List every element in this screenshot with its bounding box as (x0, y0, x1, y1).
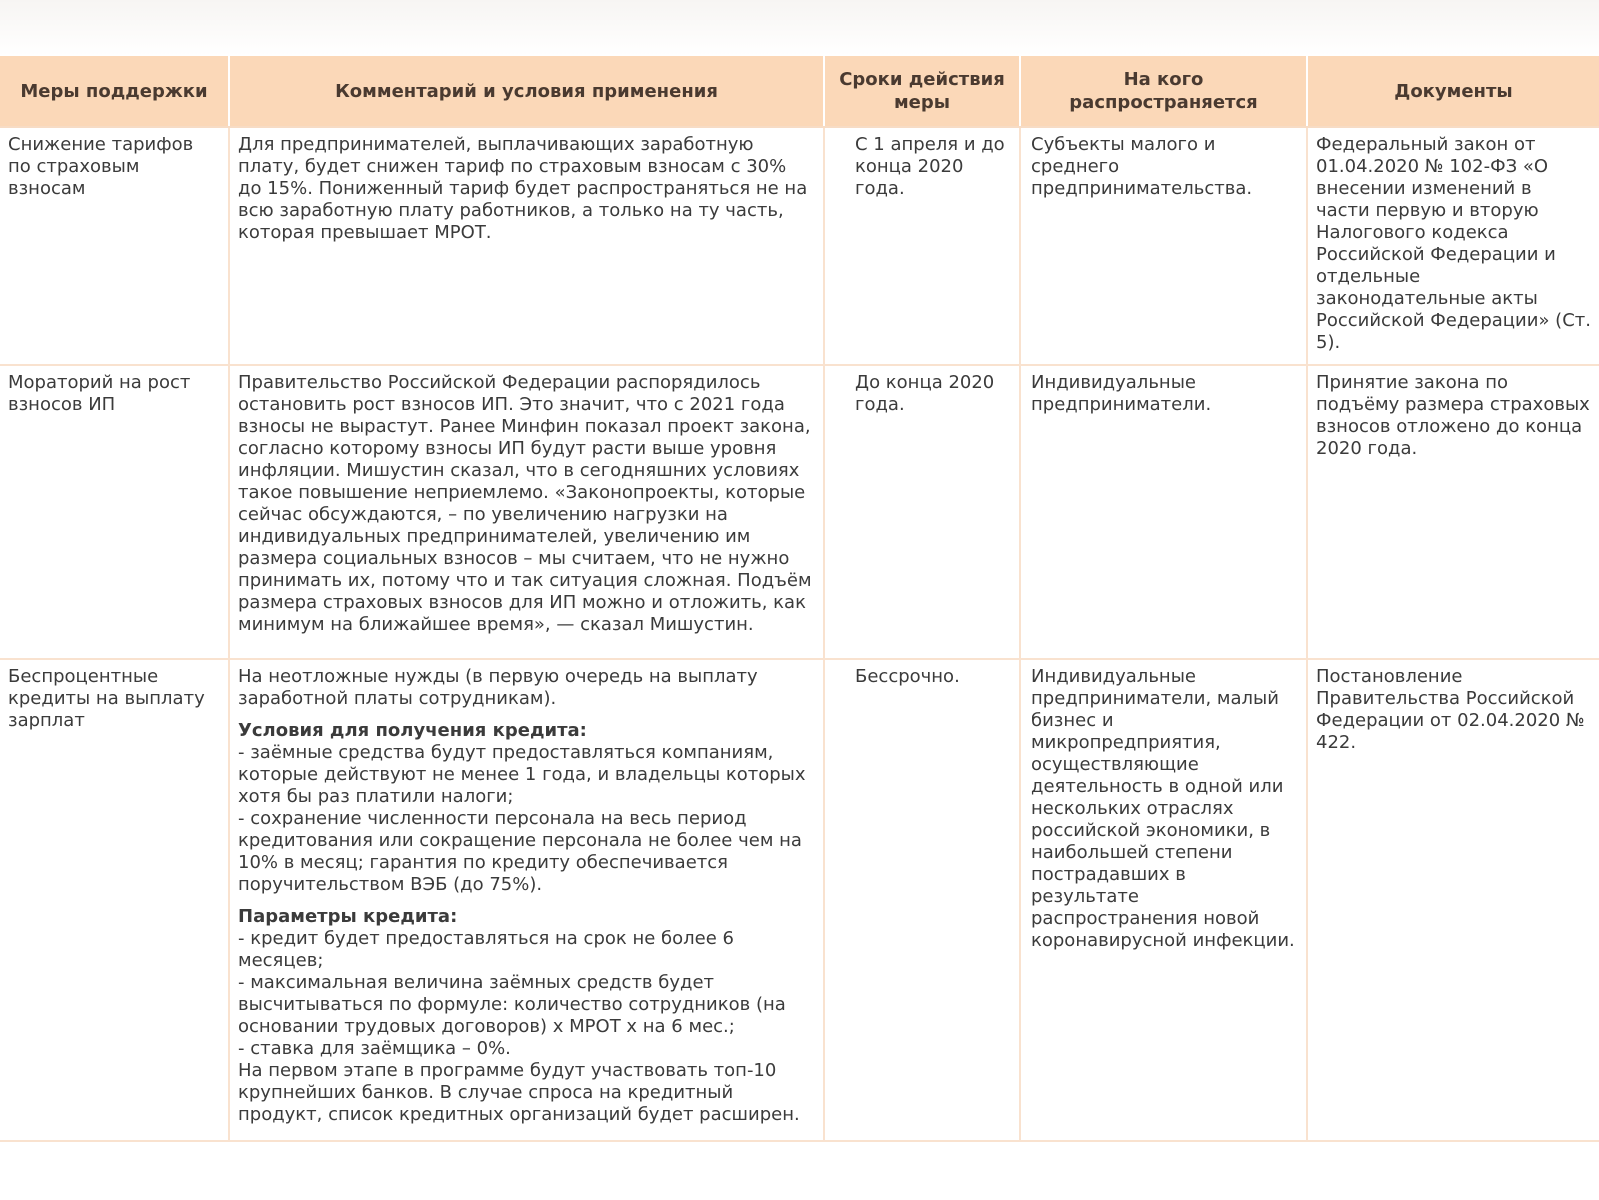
condition-item: - сохранение численности персонала на весь период кредитования или сокращение персонала не более чем на 10% в месяц; гарантия по кредиту обеспечивается поручительством ВЭБ (до 75%). (238, 808, 802, 895)
cell-measure: Снижение тарифов по страховым взносам (0, 127, 229, 365)
cell-documents: Принятие закона по подъёму размера страховых взносов отложено до конца 2020 года. (1307, 365, 1599, 659)
header-measures: Меры поддержки (0, 56, 229, 127)
cell-term: Бессрочно. (824, 659, 1020, 1141)
cell-applies-to: Индивидуальные предприниматели, малый бизнес и микропредприятия, осуществляющие деятельность в одной или нескольких отраслях российской экономики, в наибольшей степени пострадавших в результате распространения новой коронавирусной инфекции. (1020, 659, 1307, 1141)
table-row (0, 659, 1599, 1141)
param-item: - максимальная величина заёмных средств будет высчитываться по формуле: количество сотрудников (на основании трудовых договоров) х МРОТ х на 6 мес.; (238, 972, 786, 1037)
cell-comment (229, 659, 824, 1141)
header-term: Сроки действия меры (824, 56, 1020, 127)
support-measures-table (0, 56, 1599, 1142)
cell-measure: Мораторий на рост взносов ИП (0, 365, 229, 659)
cell-documents: Постановление Правительства Российской Федерации от 02.04.2020 № 422. (1307, 659, 1599, 1141)
page-top-margin (0, 0, 1599, 56)
param-item: - ставка для заёмщика – 0%. (238, 1038, 511, 1059)
table-header (0, 56, 1599, 127)
comment-intro: На неотложные нужды (в первую очередь на выплату заработной платы сотрудникам). (238, 666, 758, 709)
table-row (0, 127, 1599, 365)
header-applies-to: На кого распространяется (1020, 56, 1307, 127)
cell-documents: Федеральный закон от 01.04.2020 № 102-ФЗ «О внесении изменений в части первую и вторую Налогового кодекса Российской Федерации и отдельные законодательные акты Российской Федерации» (Ст. 5). (1307, 127, 1599, 365)
conditions-title: Условия для получения кредита: (238, 720, 587, 741)
cell-applies-to: Индивидуальные предприниматели. (1020, 365, 1307, 659)
table-body (0, 127, 1599, 1141)
table-row (0, 365, 1599, 659)
header-documents: Документы (1307, 56, 1599, 127)
param-item: На первом этапе в программе будут участвовать топ-10 крупнейших банков. В случае спроса на кредитный продукт, список кредитных организаций будет расширен. (238, 1060, 800, 1125)
header-comment: Комментарий и условия применения (229, 56, 824, 127)
cell-comment: Правительство Российской Федерации распорядилось остановить рост взносов ИП. Это значит, что с 2021 года взносы не вырастут. Ранее Минфин показал проект закона, согласно которому взносы ИП будут расти выше уровня инфляции. Мишустин сказал, что в сегодняшних условиях такое повышение неприемлемо. «Законопроекты, которые сейчас обсуждаются, – по увеличению нагрузки на индивидуальных предпринимателей, увеличению им размера социальных взносов – мы считаем, что не нужно принимать их, потому что и так ситуация сложная. Подъём размера страховых взносов для ИП можно и отложить, как минимум на ближайшее время», — сказал Мишустин. (229, 365, 824, 659)
cell-term: С 1 апреля и до конца 2020 года. (824, 127, 1020, 365)
cell-comment: Для предпринимателей, выплачивающих заработную плату, будет снижен тариф по страховым взносам с 30% до 15%. Пониженный тариф будет распространяться не на всю заработную плату работников, а только на ту часть, которая превышает МРОТ. (229, 127, 824, 365)
condition-item: - заёмные средства будут предоставляться компаниям, которые действуют не менее 1 года, и владельцы которых хотя бы раз платили налоги; (238, 742, 806, 807)
param-item: - кредит будет предоставляться на срок не более 6 месяцев; (238, 928, 734, 971)
params-title: Параметры кредита: (238, 906, 458, 927)
cell-measure: Беспроцентные кредиты на выплату зарплат (0, 659, 229, 1141)
header-row (0, 56, 1599, 127)
cell-term: До конца 2020 года. (824, 365, 1020, 659)
cell-applies-to: Субъекты малого и среднего предпринимательства. (1020, 127, 1307, 365)
